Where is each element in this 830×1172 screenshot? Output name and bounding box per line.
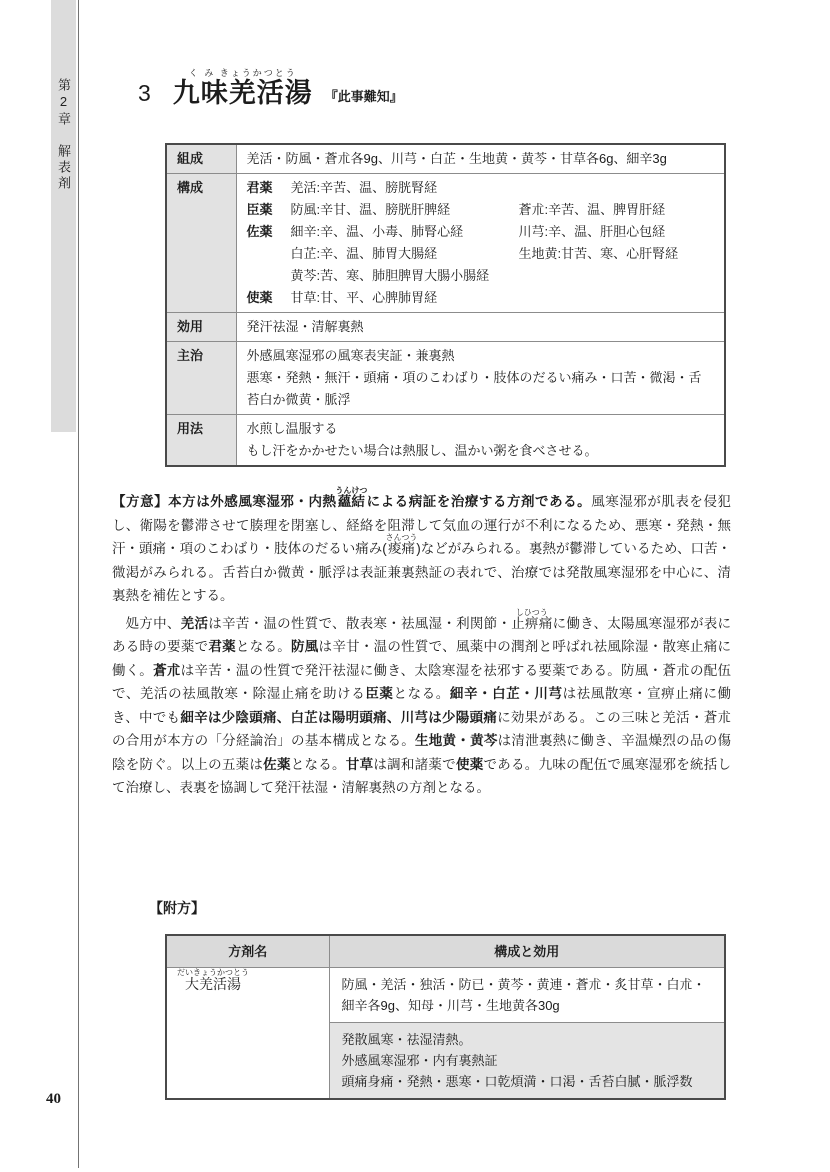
structure-line xyxy=(247,265,715,287)
formula-name: 九味羌活湯く み きょうかつとう xyxy=(172,68,313,108)
effect-line: 発散風寒・祛湿清熱。 xyxy=(341,1032,472,1047)
formula-number: 3 xyxy=(138,80,151,106)
meaning-paragraph-2: 処方中、羌活は辛苦・温の性質で、散表寒・祛風湿・利関節・止痹痛しひつうに働き、太陽風寒湿邪が表にある時の要薬で君薬となる。防風は辛甘・温の性質で、風薬中の潤剤と呼ばれ祛風除湿・散寒止痛に働く。蒼朮は辛苦・温の性質で発汗祛湿に働き、太陰寒湿を祛邪する要薬である。防風・蒼朮の配伍で、羌活の祛風散寒・除湿止痛を助ける臣薬となる。細辛・白芷・川芎は祛風散寒・宣痹止痛に働き、中でも細辛は少陰頭痛、白芷は陽明頭痛、川芎は少陽頭痛に効果がある。この三味と羌活・蒼朮の合用が本方の「分経論治」の基本構成となる。生地黄・黄芩は清泄裏熱に働き、辛温燥烈の品の傷陰を防ぐ。以上の五薬は佐薬となる。甘草は調和諸薬で使薬である。九味の配伍で風寒湿邪を統括して治療し、表裏を協調して発汗祛湿・清解裏熱の方剤となる。 xyxy=(112,607,732,795)
herb-detail: 黄芩:苦、寒、肺胆脾胃大腸小腸経 xyxy=(290,268,490,283)
appended-formula-name: 大羌活湯だいきょうかつとう xyxy=(166,968,329,1100)
chapter-sidebar-bar xyxy=(51,0,76,432)
herb-detail: 白芷:辛、温、肺胃大腸経 xyxy=(290,246,438,261)
composition-text: 羌活・防風・蒼朮各9g、川芎・白芷・生地黄・黄芩・甘草各6g、細辛3g xyxy=(236,144,725,174)
effect-line: 外感風寒湿邪・内有裏熱証 xyxy=(341,1053,498,1068)
indication-content xyxy=(236,342,725,415)
table-row xyxy=(166,968,725,1023)
usage-line: 水煎し温服する xyxy=(246,421,338,436)
table-row xyxy=(166,174,725,313)
structure-content xyxy=(236,174,725,313)
table-row xyxy=(166,415,725,467)
herb-detail xyxy=(519,177,715,199)
formula-spec-table xyxy=(165,143,726,467)
formula-source: 『此事難知』 xyxy=(324,89,403,104)
appended-formula-composition: 防風・羌活・独活・防已・黄芩・黄連・蒼朮・炙甘草・白朮・細辛各9g、知母・川芎・生地黄各30g xyxy=(329,968,725,1023)
appended-formula-table xyxy=(165,934,726,1100)
herb-role xyxy=(247,243,291,265)
table-row xyxy=(166,313,725,342)
formula-meaning-section xyxy=(112,486,731,800)
indication-line: 外感風寒湿邪の風寒表実証・兼裏熱 xyxy=(246,348,455,363)
table-row xyxy=(166,342,725,415)
structure-line xyxy=(247,221,715,243)
herb-role: 臣薬 xyxy=(246,202,273,217)
herb-role: 使薬 xyxy=(246,290,273,305)
formula-title-row xyxy=(138,68,403,110)
herb-detail: 甘草:甘、平、心脾肺胃経 xyxy=(290,290,438,305)
effect-line: 頭痛身痛・発熱・悪寒・口乾煩満・口渇・舌苔白膩・脈浮数 xyxy=(341,1074,693,1089)
herb-detail: 防風:辛甘、温、膀胱肝脾経 xyxy=(290,202,451,217)
indication-line: 悪寒・発熱・無汗・頭痛・項のこわばり・肢体のだるい痛み・口苦・微渇・舌苔白か微黄・脈浮 xyxy=(246,370,702,407)
herb-detail: 生地黄:甘苦、寒、心肝腎経 xyxy=(518,246,679,261)
herb-detail: 川芎:辛、温、肝胆心包経 xyxy=(518,224,666,239)
structure-line xyxy=(247,199,715,221)
herb-detail xyxy=(519,287,715,309)
meaning-paragraph-1: 【方意】本方は外感風寒湿邪・内熱蘊結うんけつによる病証を治療する方剤である。風寒湿邪が肌表を侵犯し、衛陽を鬱滞させて腠理を閉塞し、経絡を阻滞して気血の運行が不利になるため、悪寒・発熱・無汗・頭痛・項のこわばり・肢体のだるい痛み(痠痛さんつう)などがみられる。裏熱が鬱滞しているため、口苦・微渇がみられる。舌苔白か微黄・脈浮は表証兼裏熱証の表れで、治療では発散風寒湿邪を中心に、清裏熱を補佐とする。 xyxy=(112,486,732,603)
effect-text: 発汗祛湿・清解裏熱 xyxy=(236,313,725,342)
appended-formula-heading: 【附方】 xyxy=(149,900,205,916)
chapter-label: 第2章 解表剤 xyxy=(56,78,71,192)
header-formula-name: 方剤名 xyxy=(166,935,329,968)
header-formula-detail: 構成と効用 xyxy=(329,935,725,968)
page-vertical-rule xyxy=(78,0,79,1168)
herb-role xyxy=(247,265,291,287)
structure-line xyxy=(247,177,715,199)
structure-line xyxy=(247,287,715,309)
herb-role: 佐薬 xyxy=(246,224,273,239)
row-label-effect: 効用 xyxy=(166,313,236,342)
page-number: 40 xyxy=(46,1091,61,1107)
row-label-composition: 組成 xyxy=(166,144,236,174)
table-header-row xyxy=(166,935,725,968)
herb-detail: 蒼朮:辛苦、温、脾胃肝経 xyxy=(518,202,666,217)
usage-content xyxy=(236,415,725,467)
herb-detail: 細辛:辛、温、小毒、肺腎心経 xyxy=(290,224,464,239)
appended-formula-effects xyxy=(329,1023,725,1100)
row-label-structure: 構成 xyxy=(166,174,236,313)
usage-line: もし汗をかかせたい場合は熱服し、温かい粥を食べさせる。 xyxy=(246,443,598,458)
structure-line xyxy=(247,243,715,265)
table-row xyxy=(166,144,725,174)
herb-detail: 羌活:辛苦、温、膀胱腎経 xyxy=(290,180,438,195)
row-label-indication: 主治 xyxy=(166,342,236,415)
row-label-usage: 用法 xyxy=(166,415,236,467)
herb-detail xyxy=(519,265,715,287)
herb-role: 君薬 xyxy=(246,180,273,195)
